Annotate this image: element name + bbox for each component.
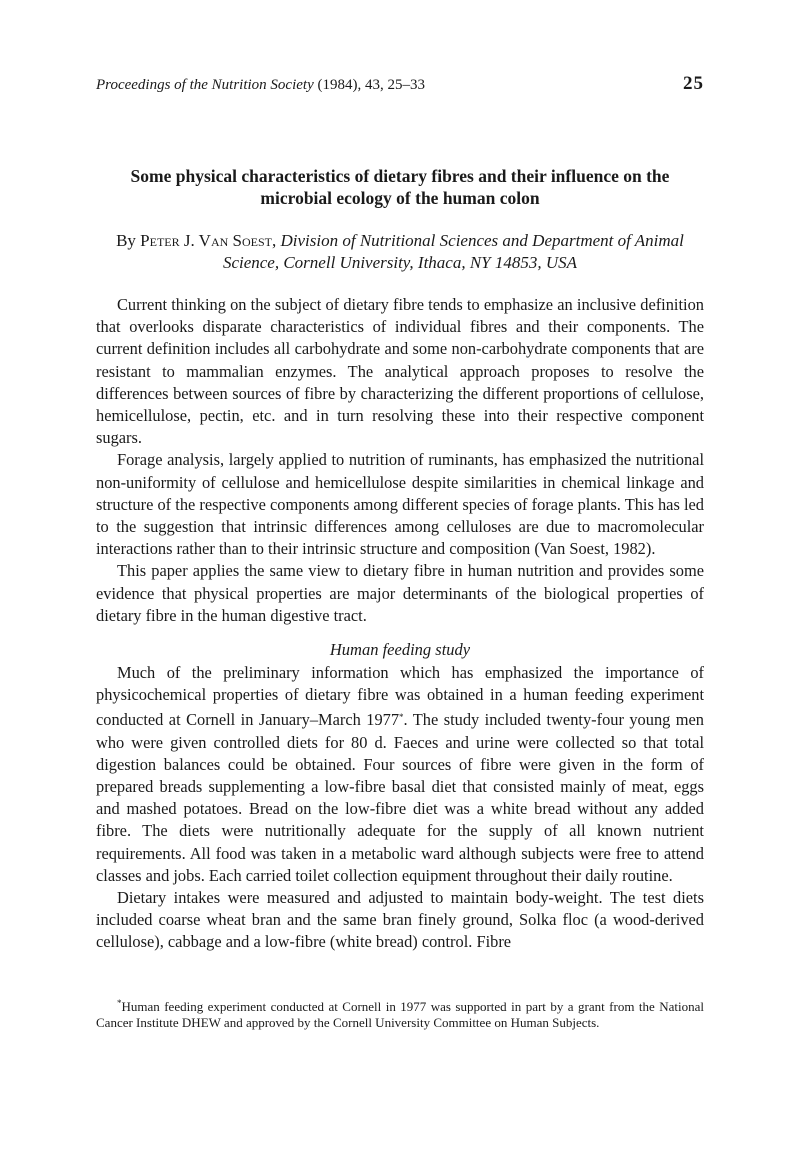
article-title: Some physical characteristics of dietary fibres and their influence on the microbial ecology of the human colon	[130, 166, 670, 208]
footnote-marker: *	[117, 998, 122, 1008]
page-number: 25	[683, 73, 704, 94]
by-label: By	[116, 231, 141, 250]
paragraph-text: . The study included twenty-four young men who were given controlled diets for 80 d. Faeces and urine were collected so that total digestion balances could be obtained. Four sources of fibre were given in the form of prepared breads supplementing a low-fibre basal diet that consisted mainly of meat, eggs and mashed potatoes. Bread on the low-fibre diet was a white bread without any added fibre. The diets were nutritionally adequate for the supply of all known nutrient requirements. All food was taken in a metabolic ward although subjects were free to attend classes and jobs. Each carried toilet collection equipment throughout their daily routine.	[96, 710, 704, 885]
journal-citation	[96, 77, 425, 94]
footnote-body: Human feeding experiment conducted at Cornell in 1977 was supported in part by a grant from the National Cancer Institute DHEW and approved by the Cornell University Committee on Human Subjects.	[96, 999, 704, 1030]
section-heading: Human feeding study	[329, 640, 471, 660]
author-name: Peter J. Van Soest	[140, 231, 272, 250]
volume-pages: (1984), 43, 25–33	[313, 77, 425, 93]
paragraph-text: Much of the preliminary information which has emphasized the importance of physicochemical properties of dietary fibre was obtained in a human feeding experiment conducted at Cornell in January–March 1977	[96, 663, 704, 730]
paragraph: Forage analysis, largely applied to nutrition of ruminants, has emphasized the nutritional non-uniformity of cellulose and hemicellulose despite similarities in chemical linkage and structure of the respective components among different species of forage plants. This has led to the suggestion that intrinsic differences among celluloses are due to macromolecular interactions rather than to their intrinsic structure and composition (Van Soest, 1982).	[96, 450, 704, 559]
paragraph: Dietary intakes were measured and adjusted to maintain body-weight. The test diets included coarse wheat bran and the same bran finely ground, Solka floc (a wood-derived cellulose), cabbage and a low-fibre (white bread) control. Fibre	[96, 888, 704, 952]
byline	[96, 230, 704, 274]
byline-separator: ,	[272, 231, 281, 250]
author-affiliation: Division of Nutritional Sciences and Department of Animal Science, Cornell University, Ithaca, NY 14853, USA	[222, 231, 684, 272]
footnote-text	[96, 996, 704, 1030]
paragraph: This paper applies the same view to dietary fibre in human nutrition and provides some evidence that physical properties are major determinants of the biological properties of dietary fibre in the human digestive tract.	[96, 561, 704, 625]
body-text	[96, 294, 704, 954]
journal-name: Proceedings of the Nutrition Society	[96, 77, 314, 93]
paragraph: Current thinking on the subject of dietary fibre tends to emphasize an inclusive definition that overlooks disparate characteristics of individual fibres and their components. The current definition includes all carbohydrate and some non-carbohydrate components that are resistant to mammalian enzymes. The analytical approach proposes to resolve the differences between sources of fibre by characterizing the different proportions of cellulose, hemicellulose, pectin, etc. and in turn resolving these into their respective component sugars.	[96, 295, 704, 448]
footnote-marker[interactable]: *	[399, 712, 404, 723]
running-head	[96, 73, 704, 95]
paragraph	[96, 662, 704, 887]
footnote	[96, 996, 704, 1030]
